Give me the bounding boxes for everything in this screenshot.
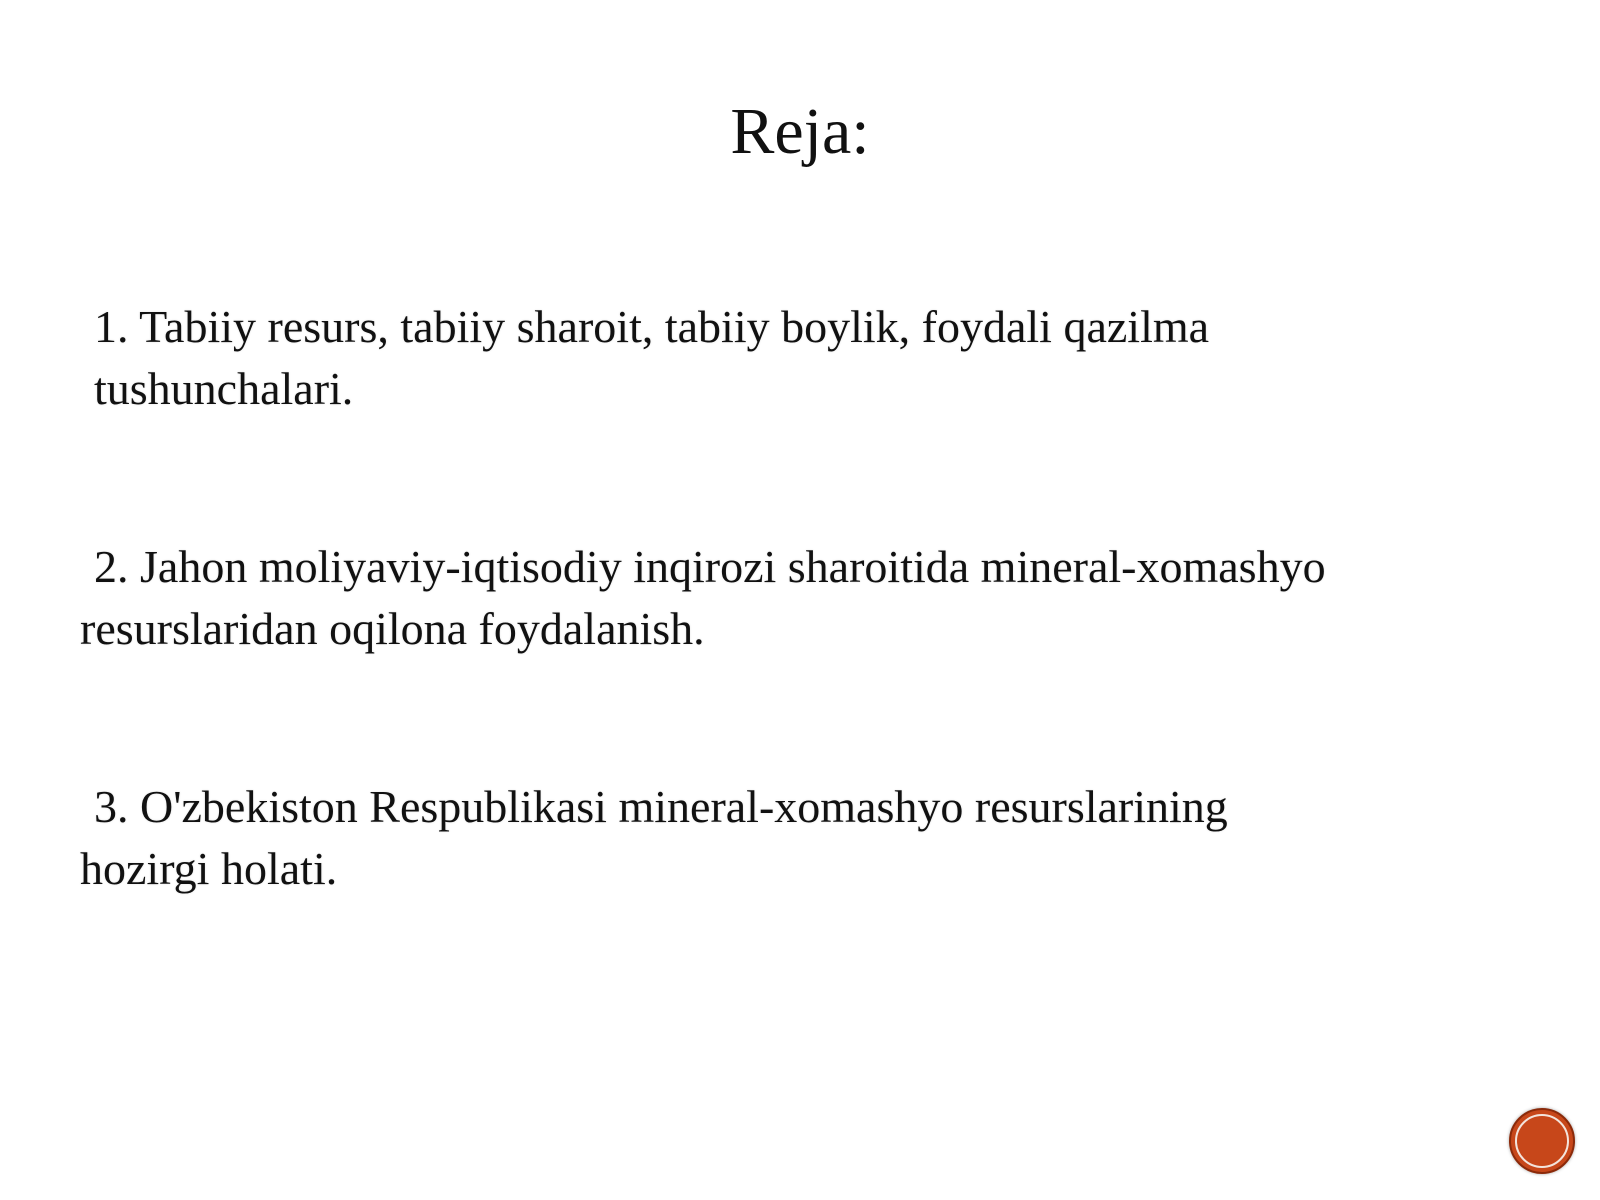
plan-item-1-line-1: 1. Tabiiy resurs, tabiiy sharoit, tabiiy boylik, foydali qazilma [94, 301, 1210, 352]
slide-title: Reja: [730, 95, 870, 168]
plan-item-1 [80, 296, 1540, 420]
plan-item-3-line-1: 3. O'zbekiston Respublikasi mineral-xomashyo resurslarining [94, 781, 1228, 832]
plan-item-3-line-2: hozirgi holati. [80, 843, 338, 894]
plan-item-1-line-2: tushunchalari. [94, 363, 354, 414]
plan-item-2-line-2: resurslaridan oqilona foydalanish. [80, 603, 705, 654]
plan-item-2 [80, 536, 1540, 660]
plan-item-3 [80, 776, 1540, 900]
circle-button-icon[interactable] [1509, 1108, 1575, 1174]
plan-item-2-line-1: 2. Jahon moliyaviy-iqtisodiy inqirozi sharoitida mineral-xomashyo [94, 541, 1326, 592]
